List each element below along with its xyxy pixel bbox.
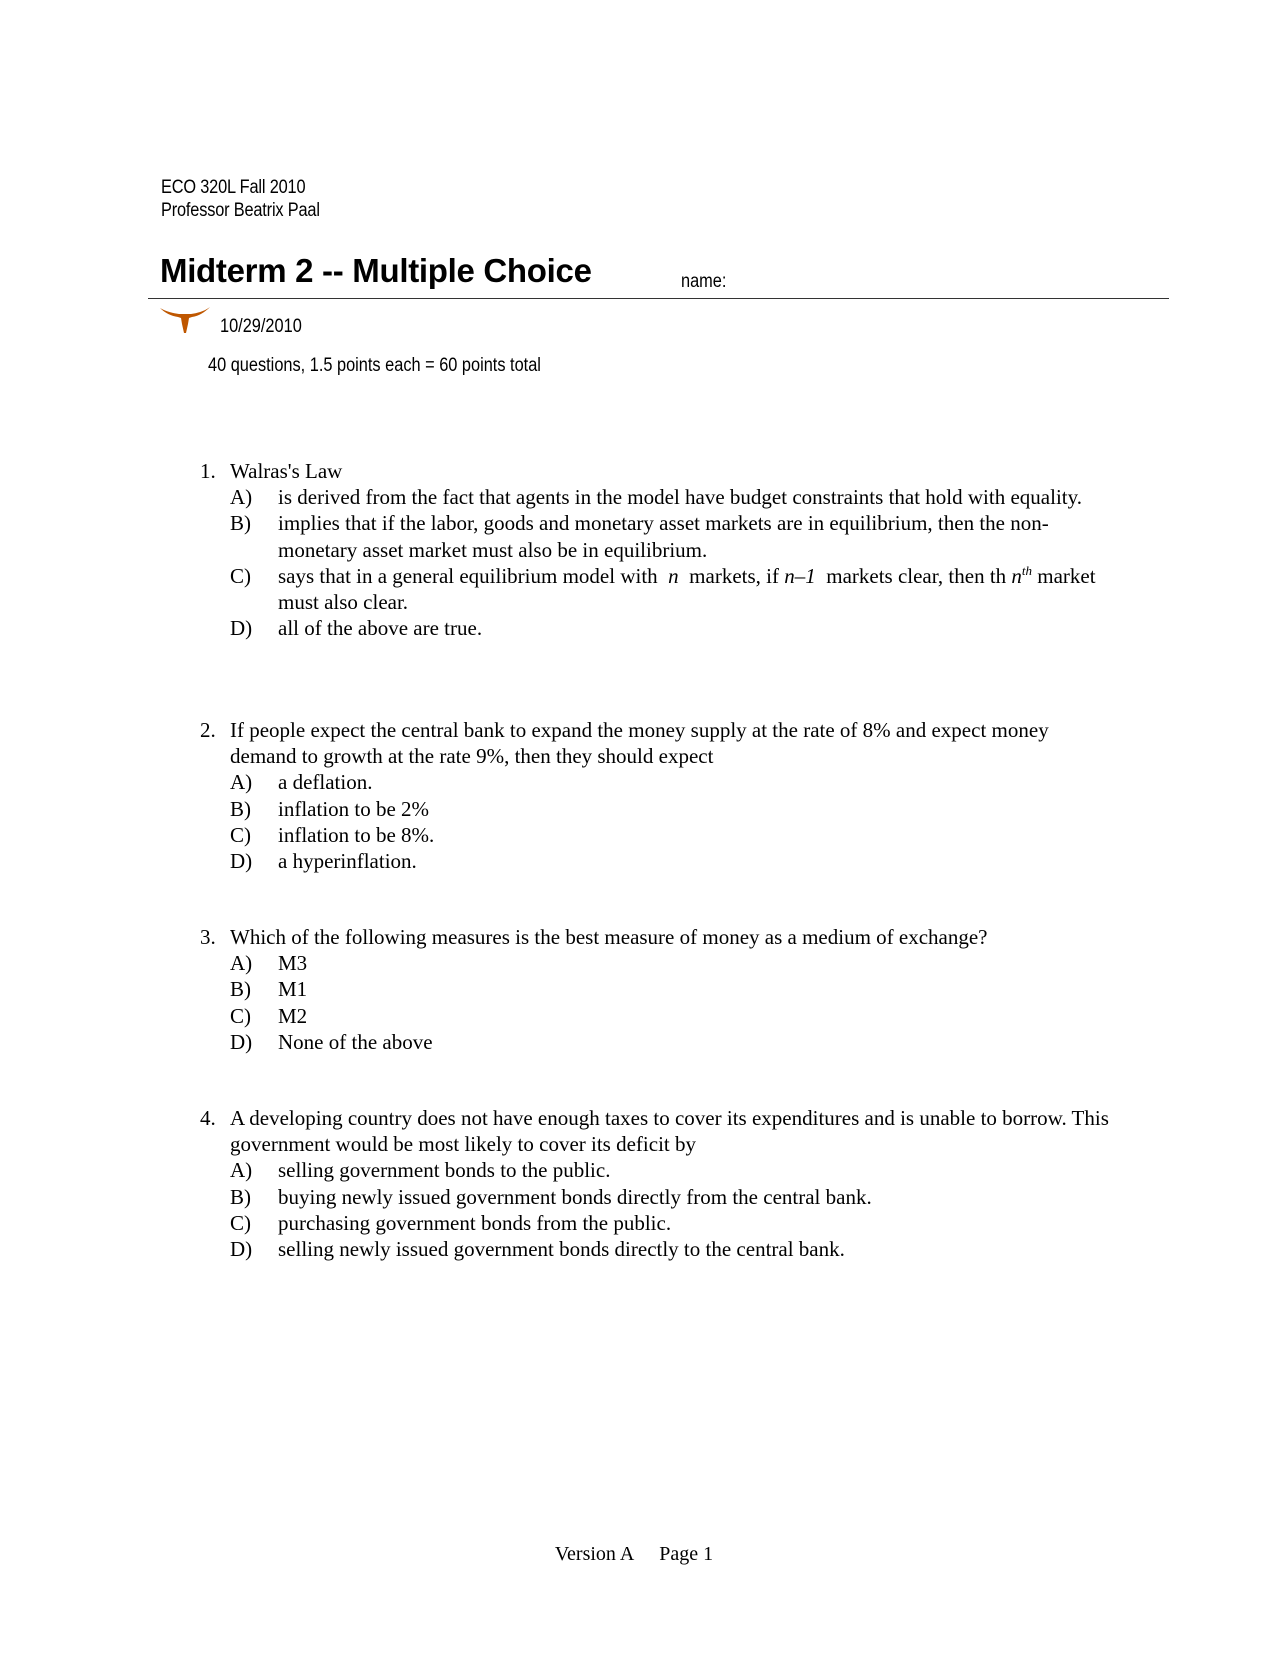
option-a[interactable] (200, 484, 1120, 510)
option-text: selling newly issued government bonds directly to the central bank. (278, 1237, 845, 1262)
option-text: M1 (278, 977, 308, 1002)
option-text: all of the above are true. (278, 616, 483, 641)
option-letter: B) (230, 511, 251, 536)
question-text: A developing country does not have enough taxes to cover its expenditures and is unable to borrow. This government would be most likely to cover its deficit by (230, 1106, 1109, 1157)
question-stem (200, 1105, 1120, 1157)
name-label: name: (681, 271, 727, 292)
question-4 (200, 1105, 1120, 1262)
option-text-part: market must also clear. (278, 563, 1096, 615)
math-n: n (1011, 563, 1022, 588)
option-a[interactable] (200, 1157, 1120, 1183)
option-letter: A) (230, 770, 253, 795)
question-3 (200, 924, 1120, 1055)
math-n-minus-1: n–1 (784, 563, 816, 588)
option-letter: D) (230, 616, 253, 641)
question-number: 1. (200, 459, 216, 483)
option-b[interactable] (200, 1184, 1120, 1210)
question-stem (200, 458, 1120, 484)
option-d[interactable] (200, 615, 1120, 641)
math-nth (1011, 564, 1032, 588)
page-footer (0, 1543, 1268, 1566)
option-text: None of the above (278, 1029, 433, 1054)
option-text-part: markets, if (689, 563, 779, 588)
option-text: inflation to be 2% (278, 796, 430, 821)
option-letter: C) (230, 822, 251, 847)
question-number: 3. (200, 925, 216, 949)
question-number: 2. (200, 718, 216, 742)
version-label: Version A (554, 1543, 635, 1565)
page-title: Midterm 2 -- Multiple Choice (160, 252, 592, 289)
option-text-part: markets clear, then th (826, 563, 1007, 588)
option-letter: C) (230, 1003, 251, 1028)
question-stem (200, 717, 1120, 769)
option-text: is derived from the fact that agents in the model have budget constraints that hold with equality. (278, 485, 1083, 510)
option-b[interactable] (200, 510, 1120, 562)
option-c[interactable] (200, 1210, 1120, 1236)
option-text-part: says that in a general equilibrium model with (278, 563, 658, 588)
option-a[interactable] (200, 950, 1120, 976)
option-letter: B) (230, 977, 251, 1002)
option-letter: D) (230, 1237, 253, 1262)
question-text: Walras's Law (230, 459, 343, 483)
question-number: 4. (200, 1106, 216, 1130)
page-number: Page 1 (659, 1543, 714, 1565)
option-d[interactable] (200, 1029, 1120, 1055)
option-letter: B) (230, 1184, 251, 1209)
question-stem (200, 924, 1120, 950)
option-text: selling government bonds to the public. (278, 1158, 611, 1183)
points-info: 40 questions, 1.5 points each = 60 points total (208, 355, 541, 376)
option-text: M3 (278, 951, 308, 976)
option-letter: A) (230, 951, 253, 976)
superscript-th: th (1021, 562, 1033, 578)
option-d[interactable] (200, 848, 1120, 874)
exam-date: 10/29/2010 (220, 316, 302, 337)
option-text: M2 (278, 1003, 308, 1028)
option-letter: B) (230, 796, 251, 821)
option-text: implies that if the labor, goods and monetary asset markets are in equilibrium, then the non-monetary asset market must also be in equilibrium. (278, 511, 1049, 562)
option-text: buying newly issued government bonds directly from the central bank. (278, 1184, 872, 1209)
option-text: a hyperinflation. (278, 849, 417, 874)
option-letter: D) (230, 1029, 253, 1054)
question-2 (200, 717, 1120, 874)
option-letter: C) (230, 563, 251, 588)
math-n: n (668, 563, 679, 588)
question-text: If people expect the central bank to expand the money supply at the rate of 8% and expect money demand to growth at the rate 9%, then they should expect (230, 718, 1049, 769)
option-b[interactable] (200, 976, 1120, 1002)
professor-label: Professor Beatrix Paal (161, 200, 320, 221)
course-label: ECO 320L Fall 2010 (161, 177, 306, 198)
option-letter: C) (230, 1210, 251, 1235)
option-a[interactable] (200, 769, 1120, 795)
option-c[interactable] (200, 1003, 1120, 1029)
longhorn-icon (159, 305, 211, 335)
option-c[interactable] (200, 822, 1120, 848)
option-text: a deflation. (278, 770, 373, 795)
option-b[interactable] (200, 796, 1120, 822)
option-letter: D) (230, 849, 253, 874)
question-1 (200, 458, 1120, 641)
option-c[interactable] (200, 563, 1120, 615)
option-letter: A) (230, 1158, 253, 1183)
option-text: inflation to be 8%. (278, 822, 435, 847)
option-letter: A) (230, 485, 253, 510)
question-text: Which of the following measures is the best measure of money as a medium of exchange? (230, 925, 988, 949)
option-d[interactable] (200, 1236, 1120, 1262)
option-text: purchasing government bonds from the public. (278, 1210, 672, 1235)
header-divider (148, 298, 1169, 299)
